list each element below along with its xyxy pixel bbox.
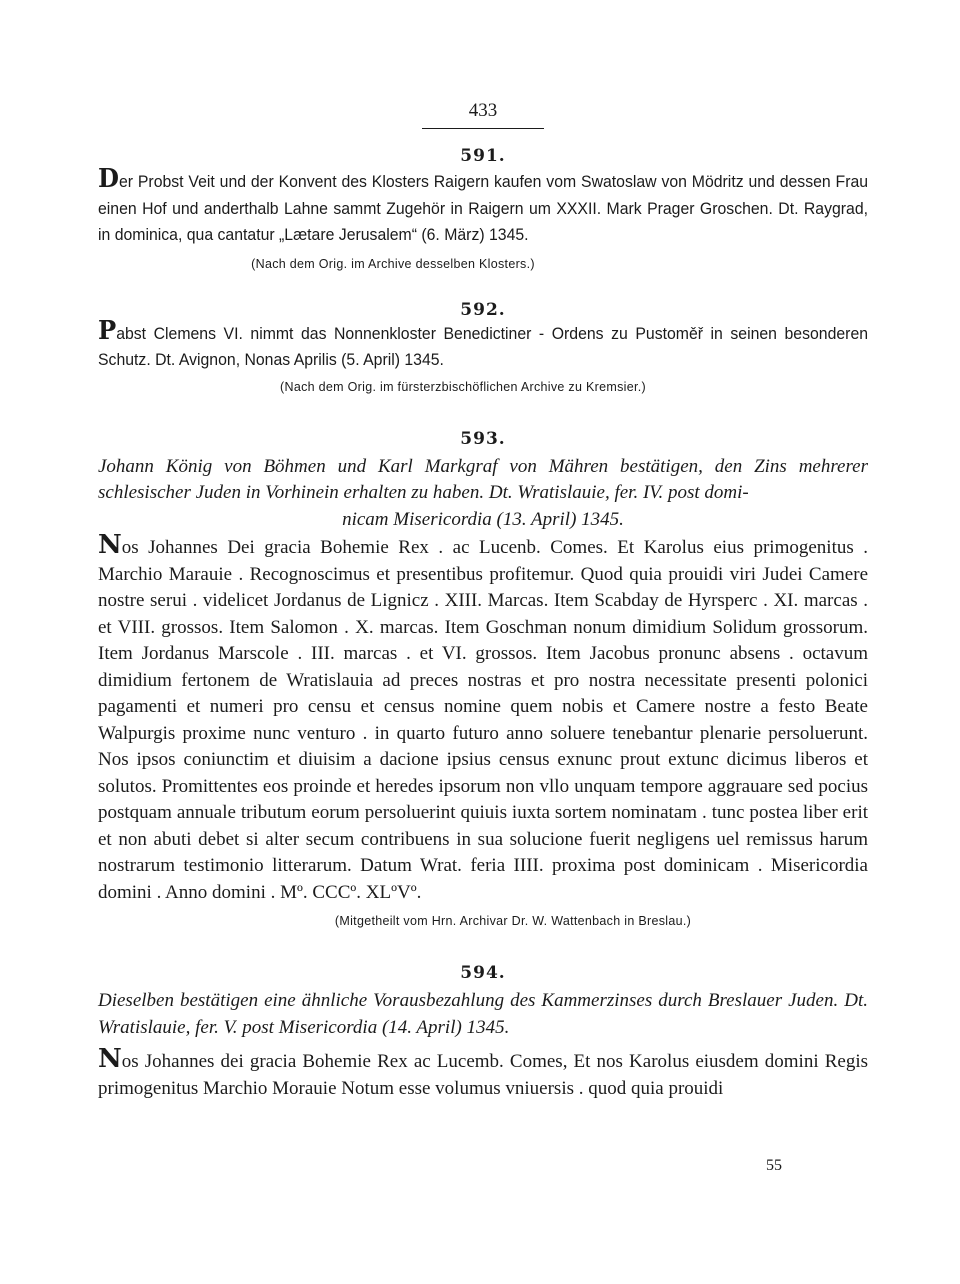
entry-text (98, 315, 869, 374)
entry-number: 593. (460, 428, 506, 449)
source-note: (Nach dem Orig. im Archive desselben Klosters.) (251, 256, 535, 271)
entry-number: 592. (460, 299, 506, 320)
source-note: (Nach dem Orig. im fürsterzbischöflichen Archive zu Kremsier.) (280, 379, 646, 394)
summary-last-line: nicam Misericordia (13. April) 1345. (342, 508, 624, 530)
entry-number: 591. (460, 146, 506, 166)
source-note: (Mitgetheilt vom Hrn. Archivar Dr. W. Wattenbach in Breslau.) (334, 914, 692, 928)
entry-summary (98, 454, 868, 534)
summary-text: Johann König von Böhmen und Karl Markgraf von Mähren bestätigen, den Zins mehrerer schlesischer Juden in Vorhinein erhalten zu haben. Dt. Wratislauie, fer. IV. post domi- (98, 455, 868, 503)
entry-592 (98, 299, 868, 396)
entry-text (98, 164, 869, 249)
drop-initial: N (98, 530, 122, 560)
entry-summary: Dieselben bestätigen eine ähnliche Vorausbezahlung des Kammerzinses durch Breslauer Juden. Dt. Wratislauie, fer. V. post Misericordia (14. April) 1345. (98, 990, 868, 1038)
entry-text (98, 1044, 868, 1102)
drop-initial: P (98, 315, 117, 346)
page-number: 433 (468, 100, 498, 121)
entry-body: os Johannes dei gracia Bohemie Rex ac Lucemb. Comes, Et nos Karolus eiusdem domini Regis primogenitus Marchio Morauie Notum esse volumus vniuersis . quod quia prouidi (98, 1051, 868, 1099)
header-rule (422, 128, 544, 129)
entry-text (98, 530, 868, 906)
entry-593 (98, 428, 868, 931)
entry-body: abst Clemens VI. nimmt das Nonnenkloster Benedictiner - Ordens zu Pustoměř in seinen besonderen Schutz. Dt. Avignon, Nonas Aprilis (5. April) 1345. (98, 323, 869, 369)
drop-initial: N (98, 1044, 122, 1074)
entry-body: os Johannes Dei gracia Bohemie Rex . ac Lucenb. Comes. Et Karolus eius primogenitus . Marchio Marauie . Recognoscimus et presentibus profitemur. Quod quia prouidi viri Judei Camere nostre serui . videlicet Jordanus de Lignicz . XIII. Marcas. Item Scabday de Hyrsperc . XI. marcas . et VIII. grossos. Item Salomon . X. marcas. Item Goschman nonum dimidium Solidum grossorum. Item Jordanus Marscole . III. marcas . et VI. grossos. Item Jacobus pronunc absens . octavum dimidium fertonem de Wratislauia ad preces nostras et pro nostra necessitate presenti polonici pagamenti et numeri pro censu et census nomine quem nobis et Camere nostre a festo Beate Walpurgis proxime nunc venturo . in quarto futuro anno soluere tenebantur plenarie persoluerunt. Nos ipsos coniunctim et diuisim a dacione ipsius census exnunc prout extunc dicimus liberos et solutos. Promittentes eos proinde et heredes ipsorum non vllo unquam tempore aggrauare sed pocius postquam annuale tributum eorum persoluerint quiuis iuxta sortem nominatam . tunc postea liber erit et non abuti debet si alter secum contribuens in sua solucione fuerit negligens uel remissus harum nostrarum testimonio litterarum. Datum Wrat. feria IIII. proxima post dominicam . Misericordia domini . Anno domini . Mº. CCCº. XLºVº. (98, 537, 868, 903)
signature-mark: 55 (766, 1157, 782, 1174)
entry-594 (98, 962, 868, 1102)
entry-body: er Probst Veit und der Konvent des Klosters Raigern kaufen vom Swatoslaw von Mödritz und dessen Frau einen Hof und anderthalb Lahne sammt Zugehör in Raigern um XXXII. Mark Prager Groschen. Dt. Raygrad, in dominica, qua cantatur „Lætare Jerusalem“ (6. März) 1345. (98, 172, 869, 244)
entry-number: 594. (460, 963, 506, 983)
drop-initial: D (98, 164, 119, 194)
entry-591 (98, 145, 868, 273)
